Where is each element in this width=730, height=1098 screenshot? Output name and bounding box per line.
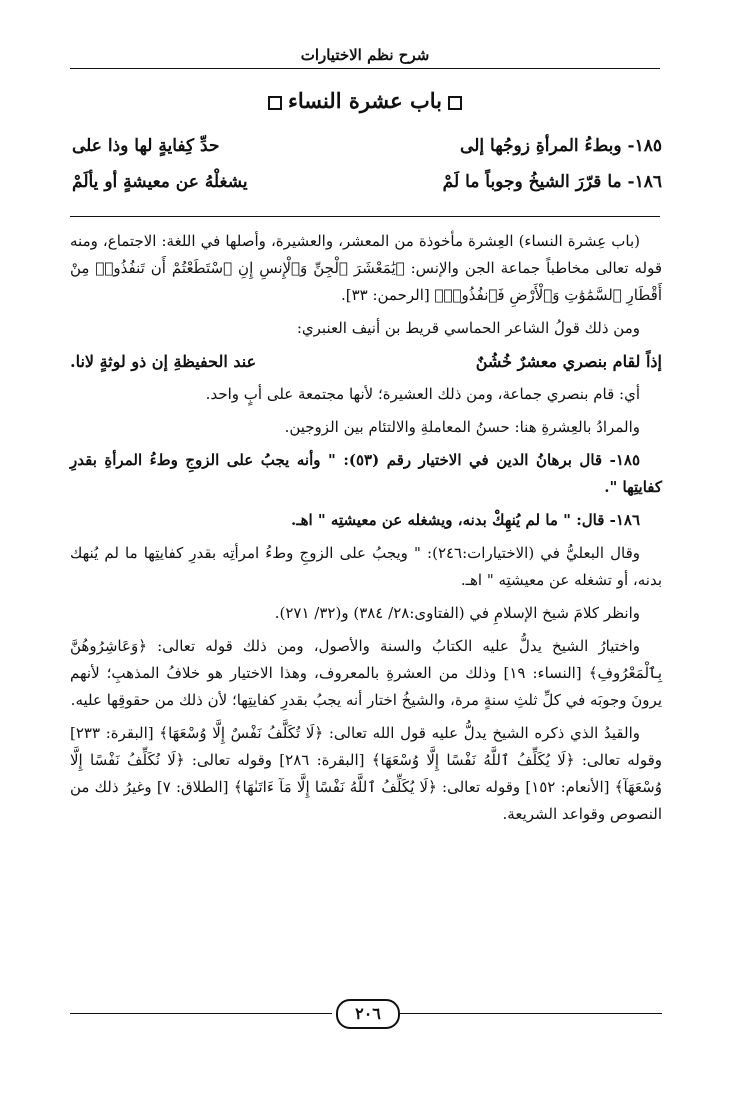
paragraph: والقيدُ الذي ذكره الشيخ يدلُّ عليه قول الله تعالى: ﴿لَا تُكَلَّفُ نَفْسٌ إِلَّا وُسْعَهَا﴾ [البقرة: ٢٣٣] وقوله تعالى: ﴿لَا يُكَلِّفُ ٱللَّهُ نَفْسًا إِلَّا وُسْعَهَا﴾ [البقرة: ٢٨٦] وقوله تعالى: ﴿لَا نُكَلِّفُ نَفْسًا إِلَّا وُسْعَهَآ﴾ [الأنعام: ١٥٢] وقوله تعالى: ﴿لَا يُكَلِّفُ ٱللَّهُ نَفْسًا إِلَّا مَآ ءَاتَىٰهَا﴾ [الطلاق: ٧] وغيرُ ذلك من النصوص وقواعد الشريعة. <box>70 724 662 823</box>
paragraph: (باب عِشرة النساء) العِشرة مأخوذة من المعشر، والعشيرة، وأصلها في اللغة: الاجتماع، ومنه قوله تعالى مخاطباً جماعة الجن والإنس: ﴿يَٰمَعْشَرَ ٱلْجِنِّ وَٱلْإِنسِ إِنِ ٱسْتَطَعْتُمْ أَن تَنفُذُوا۟ مِنْ أَقْطَارِ ٱلسَّمَٰوَٰتِ وَٱلْأَرْضِ فَٱنفُذُوا۟﴾ [الرحمن: ٣٣]. <box>70 232 662 304</box>
paragraph: ومن ذلك قولُ الشاعر الحماسي قريط بن أنيف العنبري: <box>296 319 640 337</box>
verse-rule <box>70 216 660 217</box>
verse-hemistich-first: ١٨٥- وبطءُ المرأةِ زوجُها إلى <box>460 136 662 156</box>
running-head: شرح نظم الاختيارات <box>300 46 430 64</box>
header-rule <box>70 68 660 69</box>
square-bullet-icon <box>448 96 462 110</box>
commentary-body <box>70 228 662 834</box>
square-bullet-icon <box>268 96 282 110</box>
chapter-title <box>0 88 730 113</box>
verse-hemistich-first: ١٨٦- ما قرّرَ الشيخُ وجوباً ما لَمْ <box>442 172 662 192</box>
paragraph: ١٨٦- قال: " ما لم يُنهِكْ بدنه، ويشغله عن معيشتِه " اهـ. <box>290 511 640 529</box>
verse-hemistich-second: يشغلْهُ عن معيشةٍ أو يألَمْ <box>72 172 248 192</box>
poem-hemistich-first: إذاً لقام بنصري معشرٌ خُشُنٌ <box>475 352 662 371</box>
paragraph: وانظر كلامَ شيخ الإسلامِ في (الفتاوى:٢٨/ ٣٨٤) و(٣٢/ ٢٧١). <box>274 604 640 622</box>
paragraph: أي: قام بنصري جماعة، ومن ذلك العشيرة؛ لأنها مجتمعة على أبٍ واحد. <box>205 385 640 403</box>
paragraph: واختيارُ الشيخ يدلُّ عليه الكتابُ والسنة والأصول، ومن ذلك قوله تعالى: ﴿وَعَاشِرُوهُنَّ بِٱلْمَعْرُوفِ﴾ [النساء: ١٩] وذلك من العشرةِ بالمعروف، وهذا الاختيار هو خلافُ المذهبِ؛ لأنهم يرونَ وجوبَه في كلِّ ثلثِ سنةٍ مرة، والشيخُ اختار أنه يجبُ بقدرِ كفايتِها؛ لأن ذلك من حقوقِها عليه. <box>70 637 662 709</box>
verse-185 <box>72 136 662 164</box>
chapter-title-text: باب عشرة النساء <box>287 88 443 113</box>
footer-rule-left <box>70 1013 332 1014</box>
page-number: ٢٠٦ <box>336 999 400 1029</box>
footer-rule-right <box>400 1013 662 1014</box>
paragraph: ١٨٥- قال برهانُ الدين في الاختيار رقم (٥٣): " وأنه يجبُ على الزوجِ وطءُ المرأةِ بقدرِ كفايتِها ". <box>70 451 662 496</box>
verse-hemistich-second: حدِّ كِفايةٍ لها وذا على <box>72 136 220 156</box>
poem-hemistich-second: عند الحفيظةِ إن ذو لوثةٍ لانا. <box>70 352 257 371</box>
paragraph: وقال البعليُّ في (الاختيارات:٢٤٦): " ويجبُ على الزوجِ وطءُ امرأتِه بقدرِ كفايتِها ما لم يُنهك بدنه، أو تشغله عن معيشتِه " اهـ. <box>70 544 662 589</box>
verse-186 <box>72 172 662 200</box>
poem-line <box>70 348 662 375</box>
paragraph: والمرادُ بالعِشرةِ هنا: حسنُ المعاملةِ والالتئام بين الزوجين. <box>284 418 640 436</box>
